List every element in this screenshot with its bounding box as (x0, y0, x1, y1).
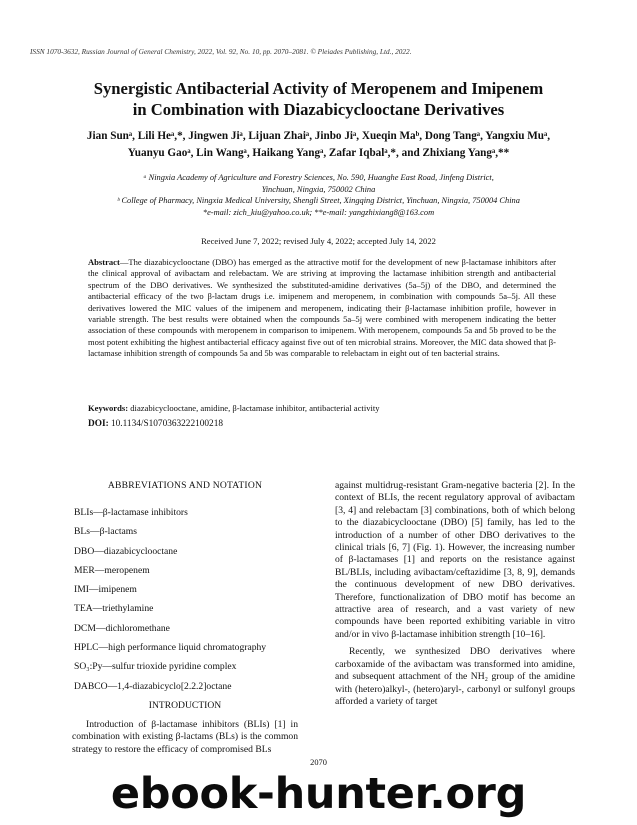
left-column (72, 480, 298, 756)
abbreviation-item: DBO—diazabicyclooctane (74, 545, 178, 557)
title-line-2: in Combination with Diazabicyclooctane Derivatives (132, 100, 505, 119)
watermark: ebook-hunter.org (110, 769, 527, 819)
article-title (20, 78, 617, 120)
affiliations (30, 172, 607, 218)
abbreviation-item: SO₃:Py—sulfur trioxide pyridine complex (74, 661, 237, 673)
right-column (335, 480, 575, 708)
abbreviations-list (72, 503, 298, 696)
keywords (88, 403, 556, 414)
keywords-label: Keywords: (88, 403, 129, 413)
abbreviation-item: BLs—β-lactams (74, 526, 137, 538)
abbreviation-item: IMI—imipenem (74, 584, 137, 596)
authors-line-2: Yuanyu Gaoᵃ, Lin Wangᵃ, Haikang Yangᵃ, Zafar Iqbalᵃ,*, and Zhixiang Yangᵃ,** (127, 147, 510, 159)
introduction-heading: INTRODUCTION (148, 699, 222, 711)
abstract-text: —The diazabicyclooctane (DBO) has emerged as the attractive motif for the development of new β-lactamase inhibitors after the clinical approval of avibactam and relebactam. We are striving at improving the lactamase inhibition strength and antibacterial spectrum of the DBO derivatives. We synthesized the substituted-amidine derivatives (5a–5j) of the DBO, and determined the antibacterial efficacy of the two β-lactam drugs i.e. imipenem and meropenem, in combination with compounds 5a–5j. All these derivatives lowered the MIC values of the imipenem and meropenem, indicating their β-lactamase inhibition profile, however in variable strength. The best results were obtained when the compounds 5a–5j were combined with meropenem indicating the better association of these compounds with meropenem in comparison to imipenem. With meropenem, compounds 5a and 5b proved to be the most potent exhibiting the highest antibacterial efficacy against five out of ten microbial strains. Moreover, the MIC data showed that β-lactamase inhibition strength of compounds 5a and 5b was comparable to relebactam in eight out of ten bacterial strains. (88, 257, 556, 359)
abbreviations-heading: ABBREVIATIONS AND NOTATION (107, 480, 263, 491)
keywords-text: diazabicyclooctane, amidine, β-lactamase inhibitor, antibacterial activity (128, 403, 380, 413)
affiliation-a-line-2: Yinchuan, Ningxia, 750002 China (261, 184, 376, 194)
journal-header: ISSN 1070-3632, Russian Journal of General Chemistry, 2022, Vol. 92, No. 10, pp. 2070–2081. © Pleiades Publishing, Ltd., 2022. (30, 47, 412, 56)
introduction-paragraph-right-1: against multidrug-resistant Gram-negative bacteria [2]. In the context of BLIs, the recent regulatory approval of avibactam [3, 4] and relebactam [3] combinations, both of which belong to the diazabicyclooctane (DBO) [5] family, has led to the introduction of a number of other DBO derivatives to the clinical trials [6, 7] (Fig. 1). However, the increasing number of β-lactamases [1] and reports on the resistance against BL/BLIs, including avibactam/ceftazidime [3, 8, 9], demands the continuous development of new DBO derivatives. Therefore, functionalization of DBO motif has become an attractive area of research, and a vast variety of new compounds have been reported exhibiting variable in vitro and/or in vivo β-lactamase inhibition strength [10–16]. (335, 480, 575, 640)
authors-line-1: Jian Sunᵃ, Lili Heᵃ,*, Jingwen Jiᵃ, Lijuan Zhaiᵃ, Jinbo Jiᵃ, Xueqin Maᵇ, Dong Tangᵃ, Yangxiu Muᵃ, (86, 130, 551, 142)
contact-emails: *e-mail: zich_kiu@yahoo.co.uk; **e-mail: yangzhixiang8@163.com (202, 207, 435, 217)
received-dates: Received June 7, 2022; revised July 4, 2022; accepted July 14, 2022 (201, 236, 436, 246)
affiliation-b: ᵇ College of Pharmacy, Ningxia Medical University, Shengli Street, Xingqing District, Yinchuan, Ningxia, 750004 China (117, 196, 520, 205)
doi (88, 419, 556, 429)
abbreviation-item: DCM—dichloromethane (74, 622, 170, 634)
abstract-label: Abstract (88, 257, 120, 267)
abbreviation-item: BLIs—β-lactamase inhibitors (74, 507, 188, 518)
affiliation-a-line-1: ᵃ Ningxia Academy of Agriculture and Forestry Sciences, No. 590, Huanghe East Road, Jinfeng District, (143, 173, 494, 182)
abbreviation-item: MER—meropenem (74, 564, 150, 576)
doi-label: DOI: (88, 419, 109, 429)
abbreviation-item: HPLC—high performance liquid chromatography (74, 642, 267, 654)
title-line-1: Synergistic Antibacterial Activity of Meropenem and Imipenem (93, 79, 544, 98)
abstract (88, 257, 556, 360)
page-number: 2070 (310, 758, 327, 767)
author-list (20, 128, 617, 162)
abbreviation-item: DABCO—1,4-diazabicyclo[2.2.2]octane (74, 680, 232, 692)
abbreviation-item: TEA—triethylamine (74, 603, 154, 615)
doi-link[interactable]: 10.1134/S1070363222100218 (108, 419, 223, 429)
introduction-paragraph-left: Introduction of β-lactamase inhibitors (BLIs) [1] in combination with existing β-lactams (BLs) is the common strategy to restore the efficacy of compromised BLs (72, 718, 298, 755)
introduction-paragraph-right-2: Recently, we synthesized DBO derivatives where carboxamide of the avibactam was transformed into amidine, and subsequent attachment of the NH₂ group of the amidine with (hetero)alkyl-, (hetero)aryl-, carbonyl or sulfonyl groups afforded a variety of target (335, 646, 575, 707)
